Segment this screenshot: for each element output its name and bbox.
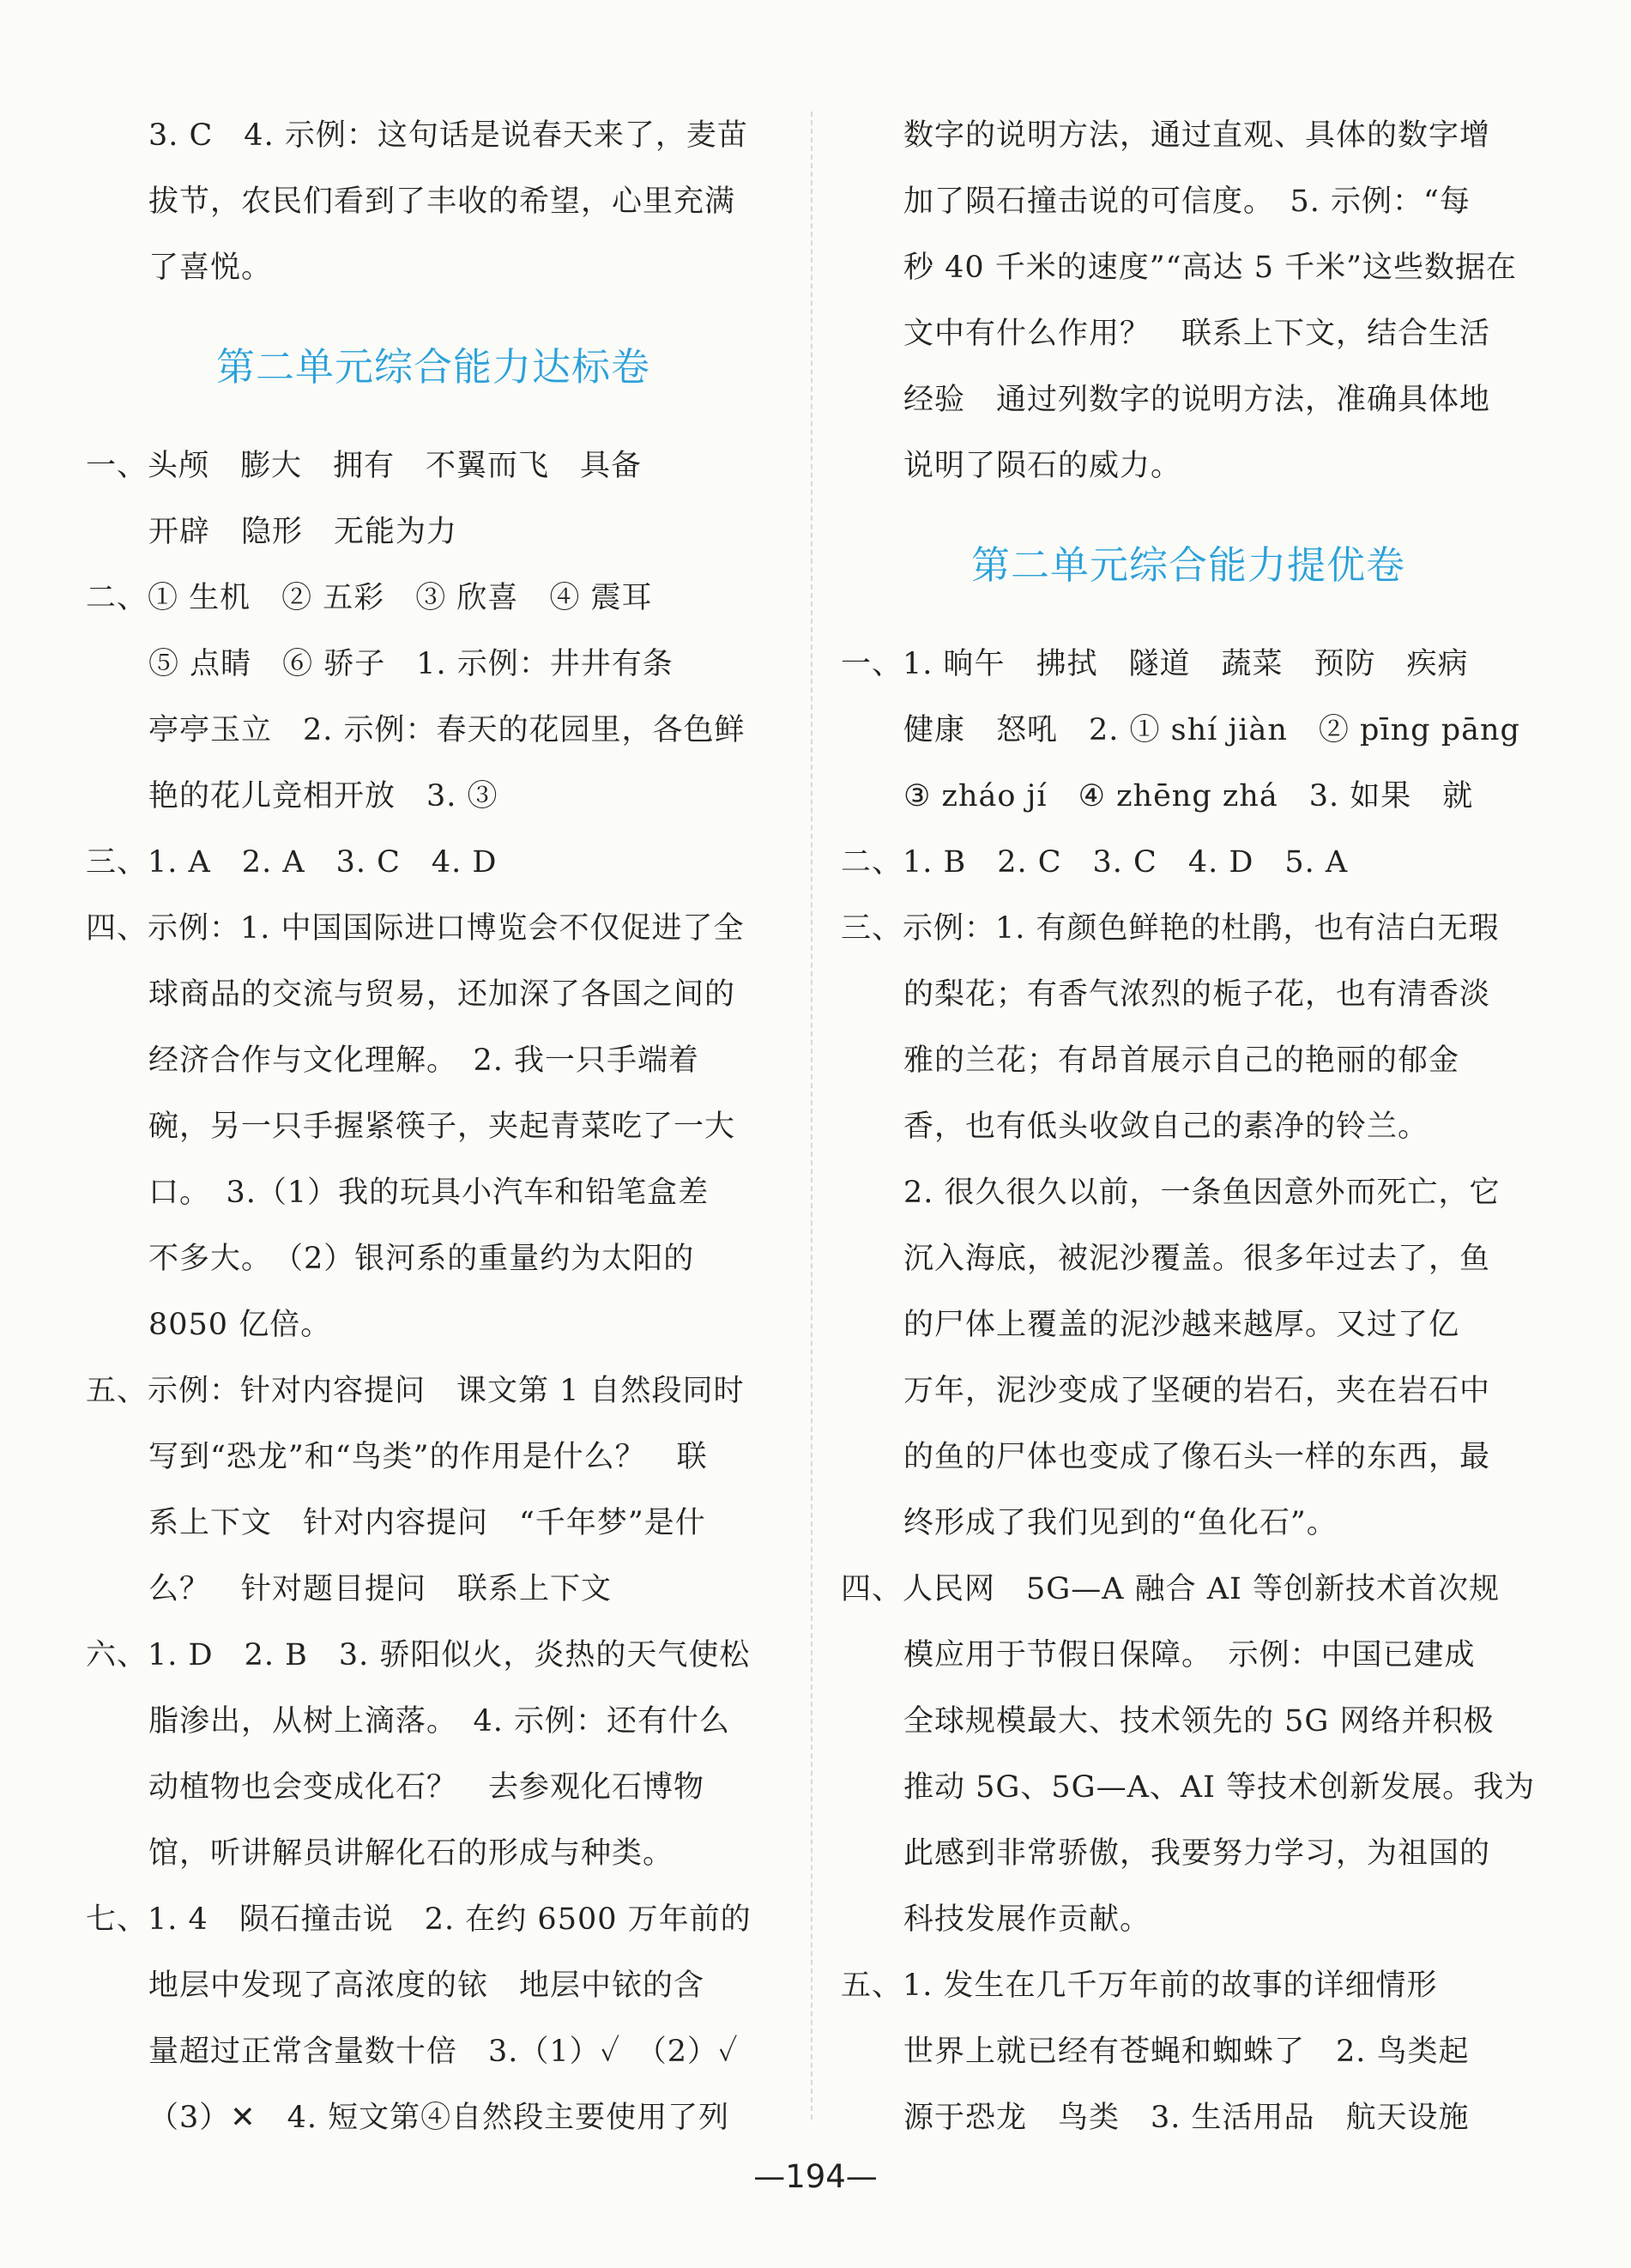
text-line: 雅的兰花；有昂首展示自己的艳丽的郁金 <box>903 1043 1460 1078</box>
text-line: 地层中发现了高浓度的铱 地层中铱的含 <box>148 1969 705 2003</box>
text-line: 模应用于节假日保障。 示例：中国已建成 <box>903 1638 1476 1672</box>
text-line: 六、1. D 2. B 3. 骄阳似火，炎热的天气使松 <box>86 1638 751 1672</box>
text-line: 终形成了我们见到的“鱼化石”。 <box>903 1506 1338 1540</box>
text-line: 的梨花；有香气浓烈的栀子花，也有清香淡 <box>903 977 1491 1012</box>
answer-3 <box>841 896 1536 1557</box>
text-line: 一、1. 晌午 拂拭 隧道 蔬菜 预防 疾病 <box>841 647 1469 681</box>
text-line: 不多大。 （2）银河系的重量约为太阳的 <box>148 1242 695 1276</box>
answer-2 <box>86 565 781 830</box>
text-line: 加了陨石撞击说的可信度。 5. 示例：“每 <box>903 184 1471 219</box>
text-line: 亭亭玉立 2. 示例：春天的花园里，各色鲜 <box>148 713 746 747</box>
text-line: 的鱼的尸体也变成了像石头一样的东西，最 <box>903 1440 1491 1474</box>
text-line: 艳的花儿竞相开放 3. ③ <box>148 779 498 813</box>
answer-4 <box>841 1557 1536 1953</box>
text-line: 三、1. A 2. A 3. C 4. D <box>86 845 498 880</box>
text-line: 四、人民网 5G—A 融合 AI 等创新技术首次规 <box>841 1572 1500 1606</box>
text-line: 脂渗出，从树上滴落。 4. 示例：还有什么 <box>148 1704 731 1739</box>
text-line: 说明了陨石的威力。 <box>903 449 1182 483</box>
text-line: 经济合作与文化理解。 2. 我一只手端着 <box>148 1043 700 1078</box>
text-line: 源于恐龙 鸟类 3. 生活用品 航天设施 <box>903 2101 1470 2135</box>
answer-1 <box>841 632 1536 830</box>
answer-1 <box>86 433 781 565</box>
text-line: 一、头颅 膨大 拥有 不翼而飞 具备 <box>86 449 643 483</box>
text-line: 写到“恐龙”和“鸟类”的作用是什么？ 联 <box>148 1440 708 1474</box>
answer-2 <box>841 830 1536 896</box>
left-column <box>86 103 781 2151</box>
text-line: 么？ 针对题目提问 联系上下文 <box>148 1572 613 1606</box>
text-line: ③ zháo jí ④ zhēng zhá 3. 如果 就 <box>903 779 1474 813</box>
text-line: 馆，听讲解员讲解化石的形成与种类。 <box>148 1836 674 1871</box>
text-line: 全球规模最大、技术领先的 5G 网络并积极 <box>903 1704 1495 1739</box>
right-intro <box>841 103 1536 499</box>
text-line: 七、1. 4 陨石撞击说 2. 在约 6500 万年前的 <box>86 1902 752 1937</box>
text-line: 五、示例：针对内容提问 课文第 1 自然段同时 <box>86 1374 745 1408</box>
text-line: 碗，另一只手握紧筷子，夹起青菜吃了一大 <box>148 1110 736 1144</box>
text-line: 系上下文 针对内容提问 “千年梦”是什 <box>148 1506 706 1540</box>
text-line: 拔节，农民们看到了丰收的希望，心里充满 <box>148 184 736 219</box>
text-line: 量超过正常含量数十倍 3.（1）✓ （2）✓ <box>148 2035 739 2069</box>
text-line: 推动 5G、5G—A、AI 等技术创新发展。我为 <box>903 1770 1536 1805</box>
section-title-tiyou: 第二单元综合能力提优卷 <box>970 542 1405 588</box>
text-line: 2. 很久很久以前，一条鱼因意外而死亡，它 <box>903 1176 1501 1210</box>
text-line: ⑤ 点睛 ⑥ 骄子 1. 示例：井井有条 <box>148 647 674 681</box>
answer-7 <box>86 1887 781 2151</box>
text-line: 经验 通过列数字的说明方法，准确具体地 <box>903 383 1491 417</box>
text-line: 口。 3.（1）我的玩具小汽车和铅笔盒差 <box>148 1176 710 1210</box>
text-line: 球商品的交流与贸易，还加深了各国之间的 <box>148 977 736 1012</box>
text-line: 二、1. B 2. C 3. C 4. D 5. A <box>841 845 1349 880</box>
answer-4 <box>86 896 781 1358</box>
text-line: 五、1. 发生在几千万年前的故事的详细情形 <box>841 1969 1438 2003</box>
text-line: 科技发展作贡献。 <box>903 1902 1151 1937</box>
text-line: 此感到非常骄傲，我要努力学习，为祖国的 <box>903 1836 1491 1871</box>
text-line: 8050 亿倍。 <box>148 1308 332 1342</box>
text-line: 世界上就已经有苍蝇和蜘蛛了 2. 鸟类起 <box>903 2035 1470 2069</box>
section-title-dabiao: 第二单元综合能力达标卷 <box>215 344 650 390</box>
text-line: 数字的说明方法，通过直观、具体的数字增 <box>903 118 1491 153</box>
page-number: —194— <box>753 2158 878 2195</box>
answer-3 <box>86 830 781 896</box>
text-line: 香，也有低头收敛自己的素净的铃兰。 <box>903 1110 1429 1144</box>
text-line: 动植物也会变成化石？ 去参观化石博物 <box>148 1770 705 1805</box>
text-line: 健康 怒吼 2. ① shí jiàn ② pīng pāng <box>903 713 1520 747</box>
answer-6 <box>86 1623 781 1887</box>
text-line: 二、① 生机 ② 五彩 ③ 欣喜 ④ 震耳 <box>86 581 653 615</box>
text-line: 沉入海底，被泥沙覆盖。很多年过去了，鱼 <box>903 1242 1491 1276</box>
text-line: 的尸体上覆盖的泥沙越来越厚。又过了亿 <box>903 1308 1460 1342</box>
text-line: 文中有什么作用？ 联系上下文，结合生活 <box>903 317 1491 351</box>
left-intro <box>86 103 781 301</box>
answer-5 <box>86 1358 781 1623</box>
text-line: （3）✕ 4. 短文第④自然段主要使用了列 <box>148 2101 730 2135</box>
text-line: 万年，泥沙变成了坚硬的岩石，夹在岩石中 <box>903 1374 1491 1408</box>
column-divider <box>811 112 812 2120</box>
text-line: 3. C 4. 示例：这句话是说春天来了，麦苗 <box>148 118 748 153</box>
text-line: 了喜悦。 <box>148 251 273 285</box>
text-line: 三、示例：1. 有颜色鲜艳的杜鹃，也有洁白无瑕 <box>841 911 1500 946</box>
right-column <box>841 103 1536 2151</box>
text-line: 四、示例：1. 中国国际进口博览会不仅促进了全 <box>86 911 745 946</box>
text-line: 开辟 隐形 无能为力 <box>148 515 458 549</box>
text-line: 秒 40 千米的速度”“高达 5 千米”这些数据在 <box>903 251 1517 285</box>
answer-5 <box>841 1953 1536 2151</box>
